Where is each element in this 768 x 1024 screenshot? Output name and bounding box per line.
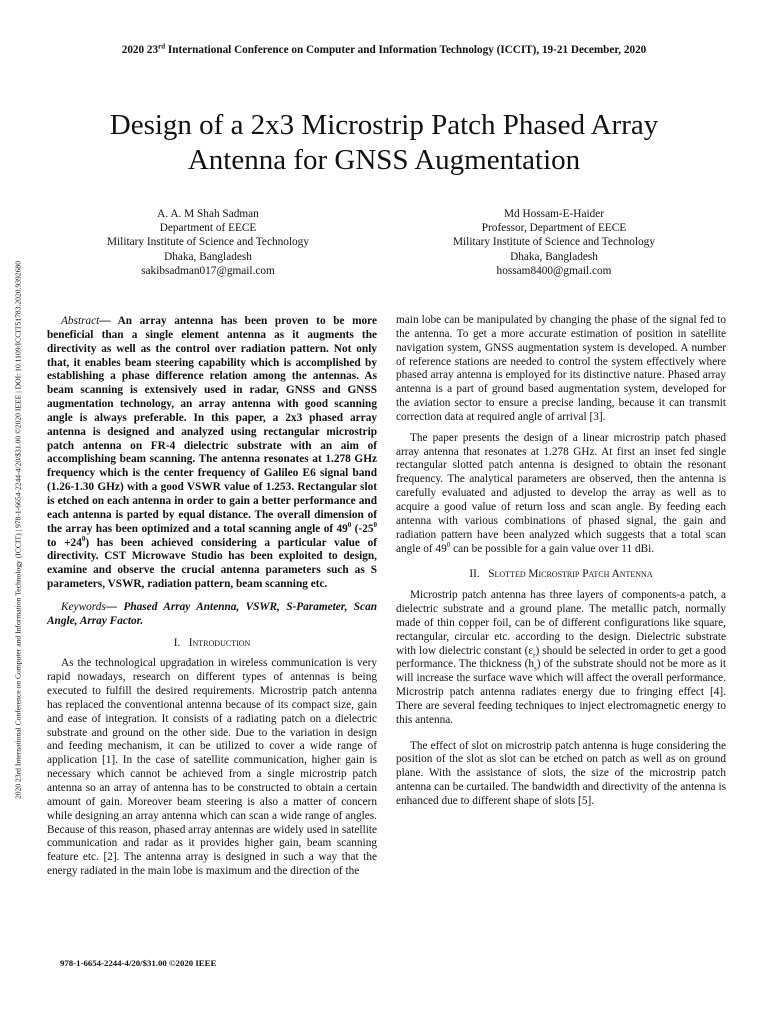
author-location: Dhaka, Bangladesh xyxy=(510,250,598,263)
title-line-1: Design of a 2x3 Microstrip Patch Phased Array xyxy=(109,109,659,141)
paper-title xyxy=(60,108,708,178)
author-dept: Department of EECE xyxy=(159,222,257,235)
right-column xyxy=(396,314,726,809)
doi-sidebar: 2020 23rd International Conference on Computer and Information Technology (ICCIT) | 978-1-6654-2244-4/20/$31.00 ©2020 IEEE | DOI: 10.1109/ICCIT51783.2020.9392680 xyxy=(13,260,23,800)
section-heading-introduction: I. Introduction xyxy=(173,636,251,649)
section-heading-slotted-patch: II. Slotted Microstrip Patch Antenna xyxy=(469,568,653,581)
author-email: hossam8400@gmail.com xyxy=(496,264,612,277)
author-email: sakibsadman017@gmail.com xyxy=(141,264,275,277)
section2-paragraph-1: Microstrip patch antenna has three layers of components-a patch, a dielectric substrate and a ground plane. The metallic patch, normally made of thin copper foil, can be of different configurations like square, rectangular, circular etc. according to the design. Dielectric substrate with low dielectric constant $(\varepsilon_r)$ should be selected in order to get a good performance. The thickness $(h_s)$ of the substrate should not be more as it will increase the surface wave which will affect the overall performance. Microstrip patch antenna radiates energy due to fringing effect [4]. There are several feeding techniques to inject electromagnetic energy to this antenna. xyxy=(396,589,726,726)
author-name: A. A. M Shah Sadman xyxy=(157,208,259,220)
author-name: Md Hossam-E-Haider xyxy=(503,208,605,220)
author-dept: Professor, Department of EECE xyxy=(481,222,627,235)
section2-paragraph-2: The effect of slot on microstrip patch antenna is huge considering the position of the slot as slot can be etched on patch as well as on ground plane. With the assistance of slots, the size of the microstrip patch antenna can be curtailed. The bandwidth and directivity of the antenna is enhanced due to different shape of slots [5]. xyxy=(396,739,726,807)
conference-header: 2020 23rd International Conference on Computer and Information Technology (ICCIT), 19-21 December, 2020 xyxy=(121,42,647,56)
author-block-2 xyxy=(404,207,704,278)
copyright-footer: 978-1-6654-2244-4/20/$31.00 ©2020 IEEE xyxy=(60,958,217,968)
author-location: Dhaka, Bangladesh xyxy=(164,250,252,263)
intro-paragraph-1: As the technological upgradation in wireless communication is very rapid nowadays, research on different types of antennas is being executed to fulfill the desired requirements. Microstrip patch antenna has replaced the conventional antenna because of its compact size, gain and ease of integration. It consists of a radiating patch on a dielectric substrate and ground on the other side. Due to the variation in design and feeding mechanism, it can be utilized to cover a wide range of application [1]. In the case of satellite communication, higher gain is necessary which cannot be achieved from a single microstrip patch antenna so an array of antenna has to be constructed to obtain a certain amount of gain. Moreover beam steering is also a matter of concern while designing an array antenna which can scan a wide range of angles. Because of this reason, phased array antennas are widely used in satellite communication and radar as it provides higher gain, beam scanning feature etc. [2]. The antenna array is designed in such a way that the energy radiated in the main lobe is maximum and the direction of the xyxy=(47,657,377,878)
intro-paragraph-2: The paper presents the design of a linear microstrip patch phased array antenna that resonates at 1.278 GHz. At first an inset fed single rectangular slotted patch antenna is designed to obtain the resonant frequency. The analytical parameters are observed, then the antenna is carefully evaluated and adjusted to develop the array as well as to acquire a good value of return loss and scan angle. By feeding each antenna with various combinations of phased signal, the gain and radiation pattern have been analyzed which suggests that a total scan angle of $49^0$ can be possible for a gain value over 11 dBi. xyxy=(396,431,726,555)
left-column xyxy=(47,315,377,879)
author-block-1 xyxy=(58,207,358,278)
intro-paragraph-1-continued: main lobe can be manipulated by changing the phase of the signal fed to the antenna. To get a more accurate estimation of position in satellite navigation system, GNSS augmentation system is developed. A number of reference stations are needed to control the system effectively where phased array antenna is employed for its distinctive nature. Phased array antenna is a part of ground based augmentation system, developed for the aviation sector to ensure a precise landing, because it can transmit correction data at required angle of arrival [3]. xyxy=(396,314,726,423)
title-line-2: Antenna for GNSS Augmentation xyxy=(187,144,581,176)
abstract: Abstract— An array antenna has been proven to be more beneficial than a single element antenna as it augments the directivity as well as the control over radiation pattern. Not only that, it enables beam steering capability which is accomplished by establishing a phase difference relation among the antennas. As beam scanning is extensively used in radar, GNSS and GNSS augmentation technology, an array antenna with good scanning angle is always preferable. In this paper, a 2x3 phased array antenna is designed and analyzed using rectangular microstrip patch antenna on FR-4 dielectric substrate with an aim of accomplishing beam scanning. The antenna resonates at 1.278 GHz frequency which is the center frequency of Galileo E6 signal band (1.26-1.30 GHz) with a good VSWR value of 1.253. Rectangular slot is etched on each antenna in order to gain a better performance and each antenna is parted by equal distance. The overall dimension of the array has been optimized and a total scanning angle of $49^0$ ($-25^0$ to $+24^0$) has been achieved considering a particular value of directivity. CST Microwave Studio has been exploited to design, examine and observe the crucial antenna parameters such as S parameters, VSWR, radiation pattern, beam scanning etc. xyxy=(47,315,378,591)
keywords: Keywords— Phased Array Antenna, VSWR, S-Parameter, Scan Angle, Array Factor. xyxy=(47,600,377,627)
author-institute: Military Institute of Science and Technology xyxy=(453,236,655,249)
author-institute: Military Institute of Science and Technology xyxy=(107,236,309,249)
